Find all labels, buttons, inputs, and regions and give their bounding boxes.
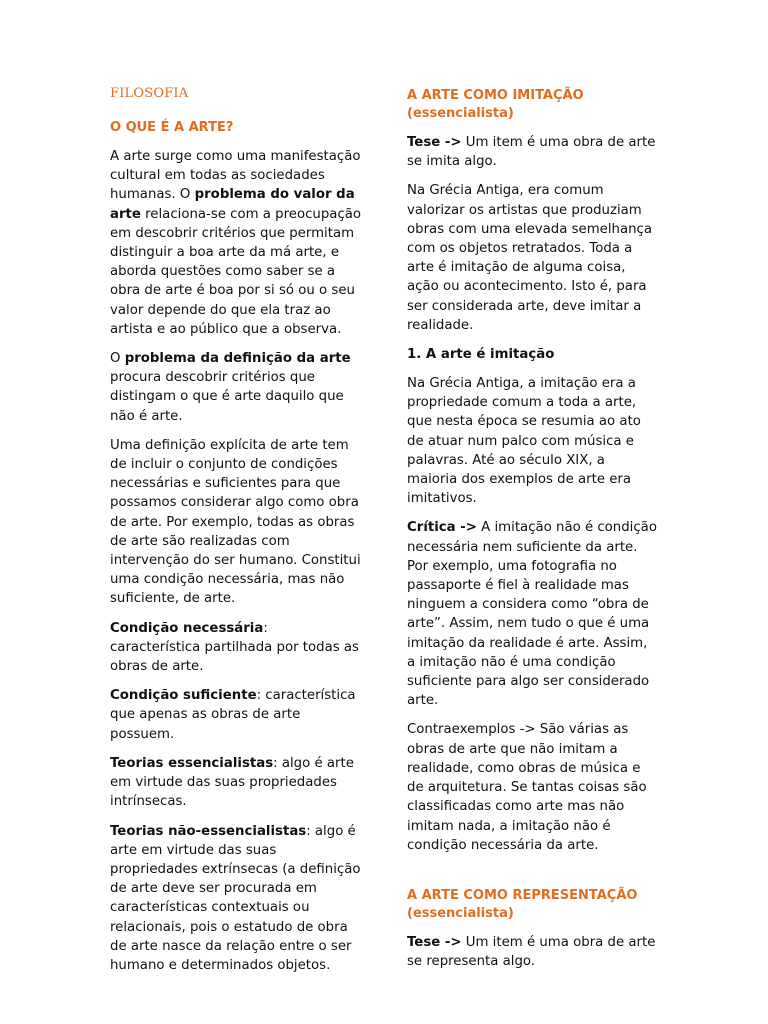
section-heading-what-is-art: O QUE É A ARTE? xyxy=(110,120,234,135)
subheading-art-is-imitation: 1. A arte é imitação xyxy=(407,347,555,363)
paragraph-necessary-condition: Condição necessária: característica partilhada por todas as obras de arte. xyxy=(110,620,359,675)
paragraph-thesis-representation: Tese -> Um item é uma obra de arte se representa algo. xyxy=(407,934,656,970)
paragraph-counterexamples: Contraexemplos -> São várias as obras de arte que não imitam a realidade, como obras de música e de arquitetura. Se tantas coisas são classificadas como arte mas não imitam nada, a imitação não é condição necessária da arte. xyxy=(407,722,647,853)
paragraph-art-value: A arte surge como uma manifestação cultural em todas as sociedades humanas. O problema do valor da arte relaciona-se com a preocupação em descobrir critérios que permitam distinguir a boa arte da má arte, e aborda questões como saber se a obra de arte é boa por si só ou o seu valor depende do que ela traz ao artista e ao público que a observa. xyxy=(110,149,362,337)
paragraph-explicit-definition: Uma definição explícita de arte tem de incluir o conjunto de condições necessárias e suficientes para que possamos considerar algo como obra de arte. Por exemplo, todas as obras de arte são realizadas com intervenção do ser humano. Constitui uma condição necessária, mas não suficiente, de arte. xyxy=(110,437,361,607)
paragraph-imitation-property: Na Grécia Antiga, a imitação era a propriedade comum a toda a arte, que nesta época se resumia ao ato de atuar num palco com música e palavras. Até ao século XIX, a maioria dos exemplos de arte era imitativos. xyxy=(407,376,641,507)
paragraph-sufficient-condition: Condição suficiente: característica que apenas as obras de arte possuem. xyxy=(110,688,356,742)
paragraph-essentialist-theories: Teorias essencialistas: algo é arte em virtude das suas propriedades intrínsecas. xyxy=(110,755,354,810)
left-column xyxy=(110,84,362,985)
section-heading-representation: A ARTE COMO REPRESENTAÇÃO (essencialista) xyxy=(407,887,638,921)
subject-label: FILOSOFIA xyxy=(110,86,189,101)
paragraph-ancient-greece: Na Grécia Antiga, era comum valorizar os artistas que produziam obras com uma elevada semelhança com os objetos retratados. Toda a arte é imitação de alguma coisa, ação ou acontecimento. Isto é, para ser considerada arte, deve imitar a realidade. xyxy=(407,183,653,333)
paragraph-art-definition: O problema da definição da arte procura descobrir critérios que distingam o que é arte daquilo que não é arte. xyxy=(110,351,351,424)
paragraph-non-essentialist-theories: Teorias não-essencialistas: algo é arte em virtude das suas propriedades extrínsecas (a definição de arte deve ser procurada em características contextuais ou relacionais, pois o estatudo de obra de arte nasce da relação entre o ser humano e determinados objetos. xyxy=(110,823,361,973)
paragraph-criticism: Crítica -> A imitação não é condição necessária nem suficiente da arte. Por exemplo, uma fotografia no passaporte é fiel à realidade mas ninguem a considera como “obra de arte”. Assim, nem tudo o que é uma imitação da realidade é arte. Assim, a imitação não é uma condição suficiente para algo ser considerado arte. xyxy=(407,520,657,709)
section-heading-imitation: A ARTE COMO IMITAÇÃO (essencialista) xyxy=(407,88,584,121)
paragraph-thesis-imitation: Tese -> Um item é uma obra de arte se imita algo. xyxy=(407,135,656,170)
right-column xyxy=(407,84,659,981)
